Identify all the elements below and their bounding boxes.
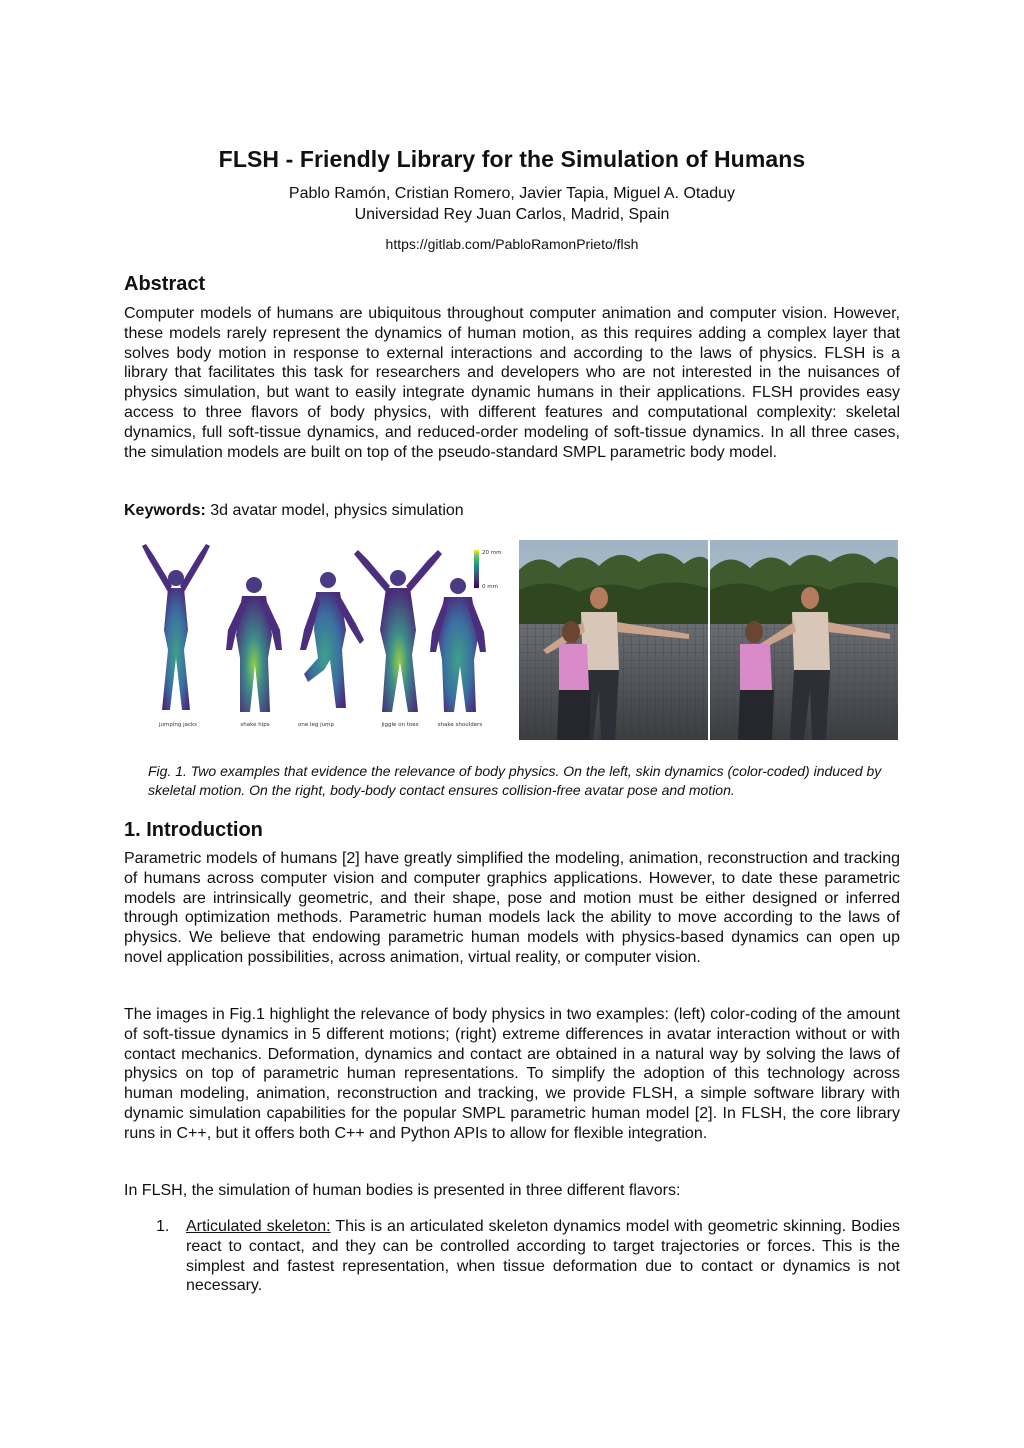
body-figure-shake-shoulders [430,578,486,712]
affiliation: Universidad Rey Juan Carlos, Madrid, Spain [354,206,670,223]
contact-render-with [710,540,898,740]
keywords-label: Keywords: [124,502,206,519]
label-shake-shoulders: shake shoulders [437,722,483,728]
list-item [124,1217,900,1296]
intro-paragraph-2: The images in Fig.1 highlight the relevance of body physics in two examples: (left) color-coding of the amount of soft-tissue dynamics in 5 different motions; (right) extreme differences in avatar interaction without or with contact mechanics. Deformation, dynamics and contact are obtained in a natural way by solving the laws of physics on top of parametric human representations. To simplify the adoption of this technology across human modeling, animation, reconstruction and tracking, we provide FLSH, a simple software library with dynamic simulation capabilities for the popular SMPL parametric human model [2]. In FLSH, the core library runs in C++, but it offers both C++ and Python APIs to allow for flexible integration. [124,1006,900,1142]
keywords-text: 3d avatar model, physics simulation [205,502,464,519]
flavor-list [124,1217,900,1296]
skin-dynamics-figure [128,540,506,740]
label-one-leg-jump: one leg jump [298,722,334,728]
body-figure-jumping-jacks [142,544,210,710]
list-item-text: This is an articulated skeleton dynamics model with geometric skinning. Bodies react to contact, and they can be controlled according to target trajectories or forces. This is the simplest and fastest representation, when tissue deformation due to contact or dynamics is not necessary. [186,1218,901,1295]
abstract-heading: Abstract [124,273,206,295]
body-figure-jiggle-on-toes [354,550,442,712]
figure-caption: Fig. 1. Two examples that evidence the relevance of body physics. On the left, skin dynamics (color-coded) induced by skeletal motion. On the right, body-body contact ensures collision-free avatar pose and motion. [148,763,882,798]
list-item-term: Articulated skeleton: [186,1218,331,1235]
colorbar-bottom-label: 0 mm [482,584,498,590]
label-shake-hips: shake hips [240,722,270,728]
contact-render-without [519,540,708,740]
label-jumping-jacks: jumping jacks [158,722,198,728]
body-figure-shake-hips [226,577,282,712]
label-jiggle-on-toes: jiggle on toes [381,722,419,728]
repository-url: https://gitlab.com/PabloRamonPrieto/flsh [385,236,639,252]
intro-paragraph-1: Parametric models of humans [2] have greatly simplified the modeling, animation, reconstruction and tracking of humans across computer vision and computer graphics applications. However, to date these parametric models are intrinsically geometric, and their shape, pose and motion must be either designed or inferred through optimization methods. Parametric human models lack the ability to move according to the laws of physics. We believe that endowing parametric human models with physics-based dynamics can open up novel application possibilities, across animation, virtual reality, or computer vision. [124,850,900,966]
introduction-heading: 1. Introduction [124,819,263,841]
colorbar [474,550,479,588]
body-figure-one-leg-jump [300,572,364,708]
intro-paragraph-3: In FLSH, the simulation of human bodies is presented in three different flavors: [124,1182,681,1199]
body-labels [158,722,482,728]
list-item-number: 1. [156,1218,170,1235]
paper-title: FLSH - Friendly Library for the Simulation of Humans [218,146,806,172]
keywords [124,502,464,520]
colorbar-top-label: 20 mm [482,550,502,556]
author-list: Pablo Ramón, Cristian Romero, Javier Tapia, Miguel A. Otaduy [288,185,736,202]
abstract-text: Computer models of humans are ubiquitous throughout computer animation and computer vision. However, these models rarely represent the dynamics of human motion, as this requires adding a complex layer that solves body motion in response to external interactions and according to the laws of physics. FLSH is a library that facilitates this task for researchers and developers who are not interested in the nuisances of physics simulation, but want to easily integrate dynamic humans in their applications. FLSH provides easy access to three flavors of body physics, with different features and computational complexity: skeletal dynamics, full soft-tissue dynamics, and reduced-order modeling of soft-tissue dynamics. In all three cases, the simulation models are built on top of the pseudo-standard SMPL parametric body model. [124,305,900,461]
